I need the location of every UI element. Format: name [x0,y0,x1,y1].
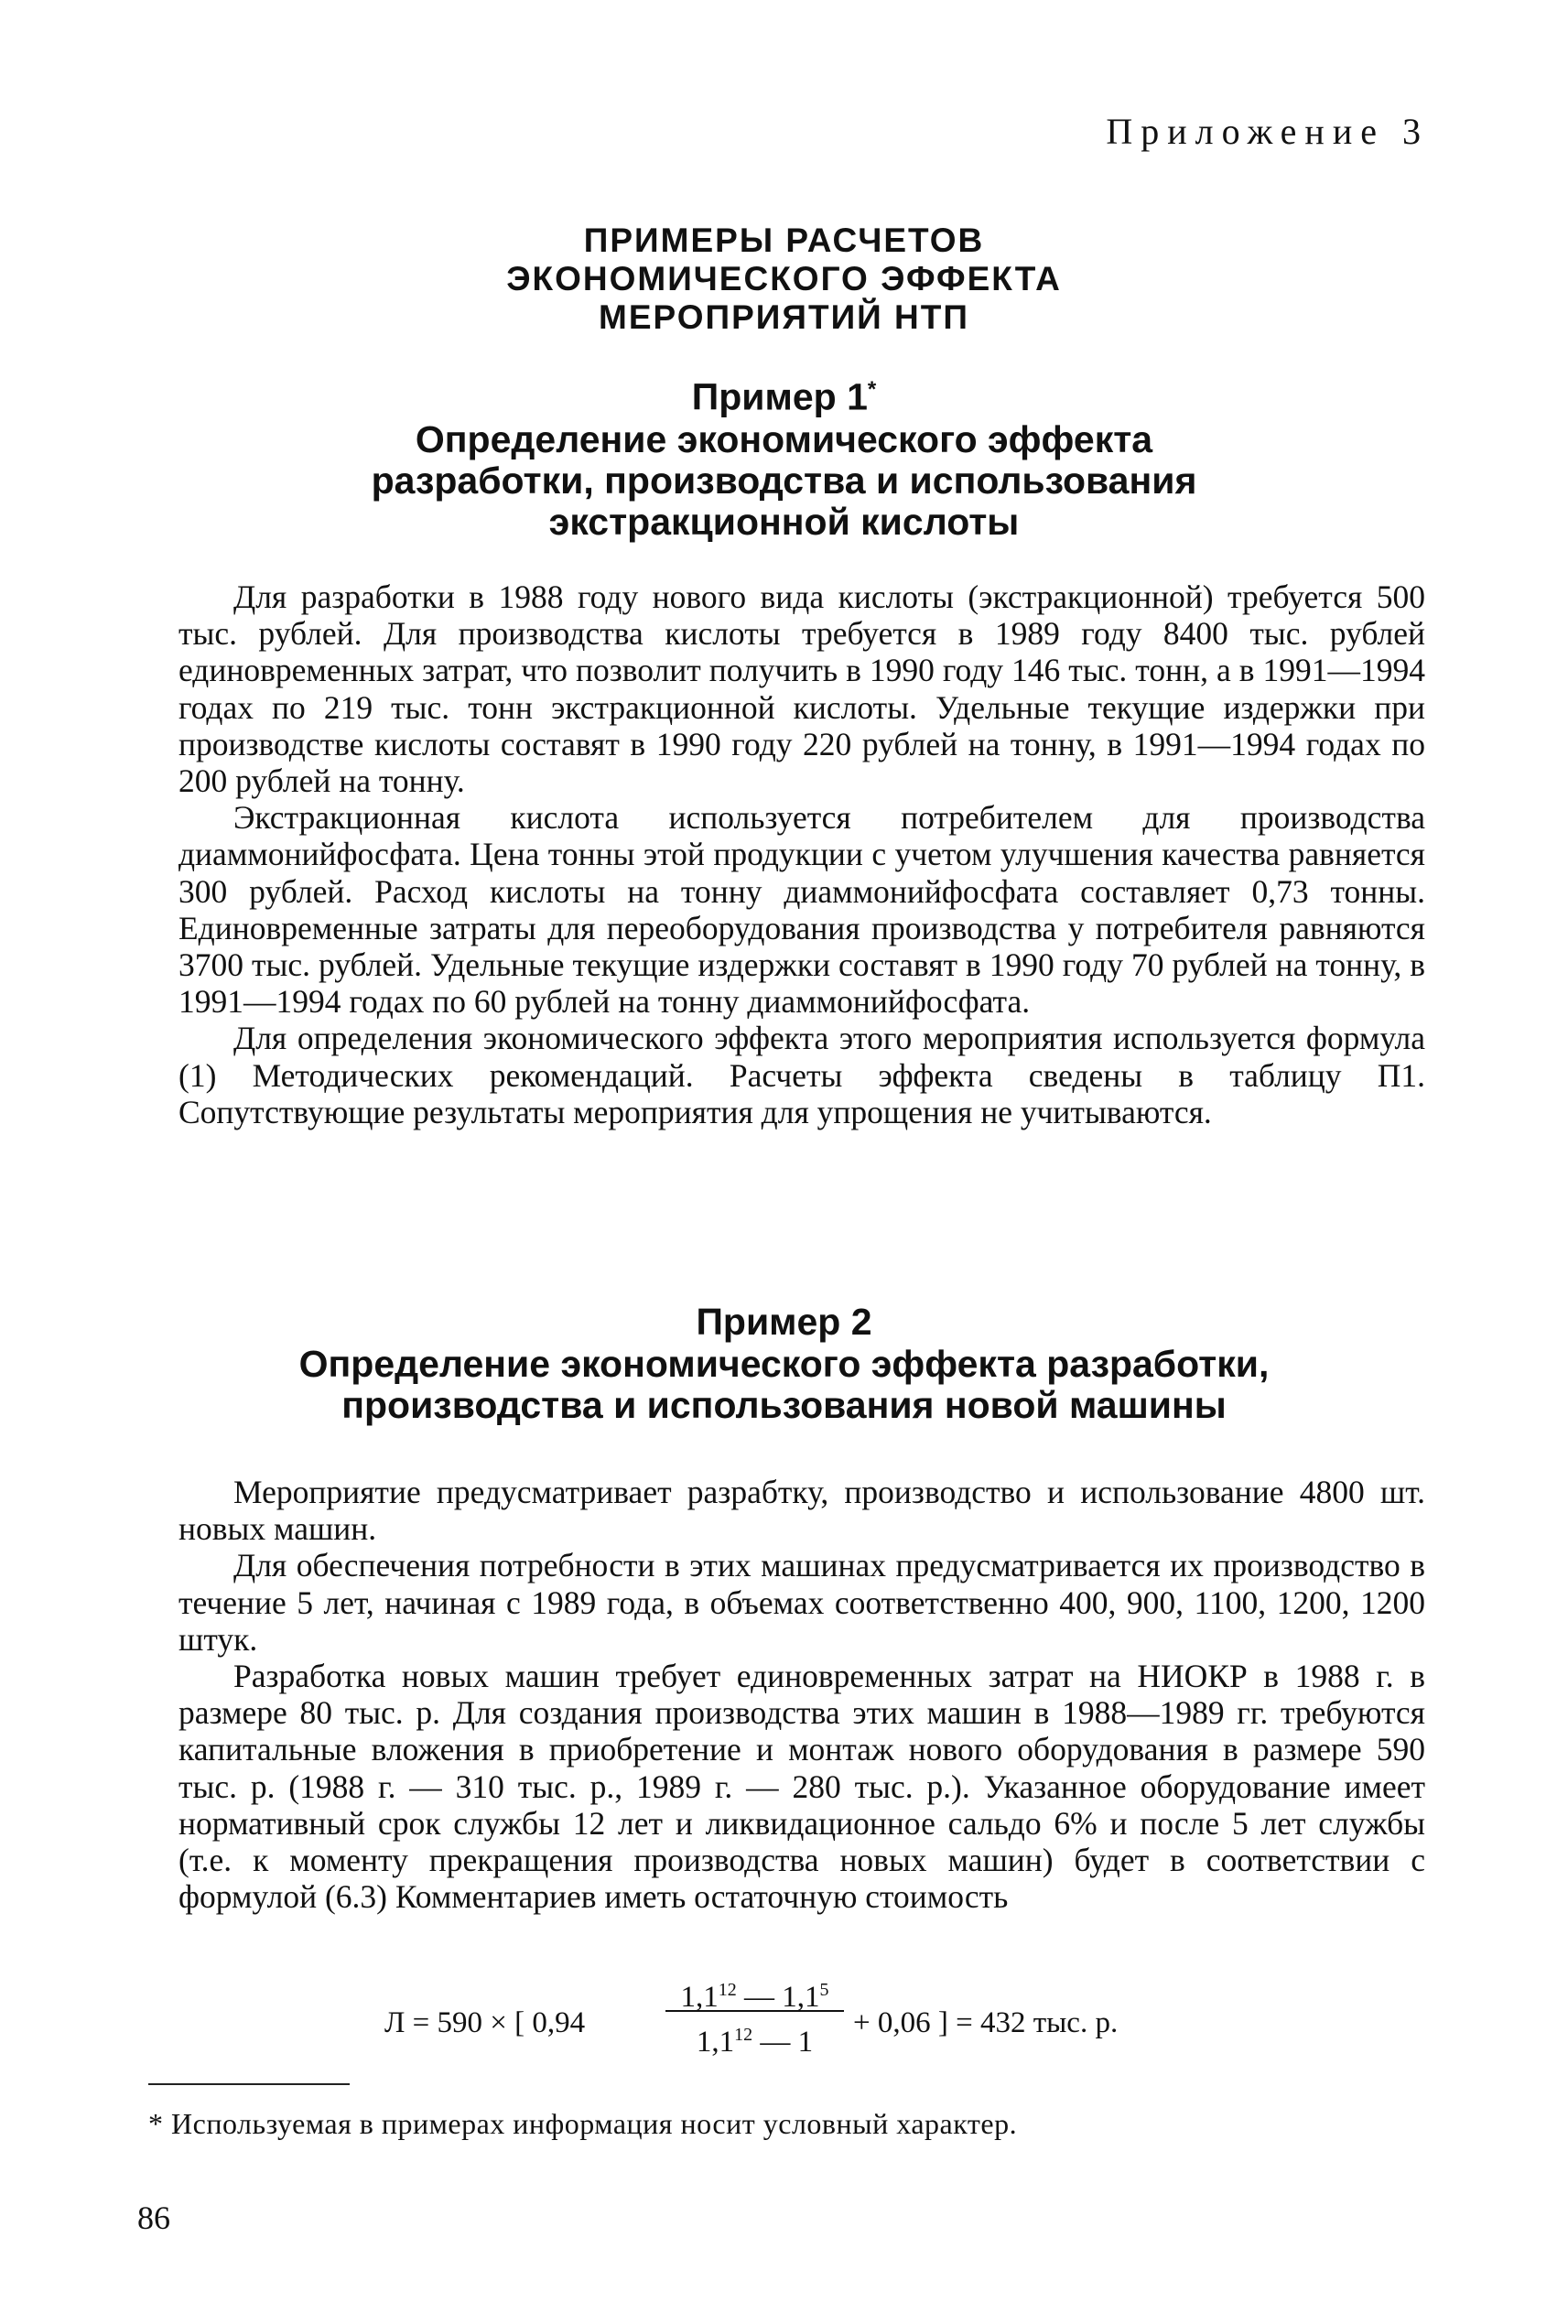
residual-value-formula [384,1968,1208,2069]
example-2-paragraph: Мероприятие предусматривает разрабтку, производство и использование 4800 шт. новых машин. [178,1474,1425,1548]
formula-numerator [665,1968,844,2014]
example-2-paragraph: Для обеспечения потребности в этих машинах предусматривается их производство в течение 5 лет, начиная с 1989 года, в объемах соответственно 400, 900, 1100, 1200, 1200 штук. [178,1547,1425,1658]
formula-lhs: Л = 590 × [ 0,94 [384,2006,586,2039]
main-title-line-1: ПРИМЕРЫ РАСЧЕТОВ [583,222,985,259]
example-2-number: Пример 2 [696,1301,872,1343]
example-2-title-line-1: Определение экономического эффекта разработки, [298,1343,1270,1385]
formula-num-exp-1: 12 [718,1980,737,2000]
example-1-number [0,368,1568,419]
example-1-number-text: Пример 1 [691,375,868,418]
footnote: * Используемая в примерах информация носит условный характер. [148,2107,1018,2140]
example-2-paragraph: Разработка новых машин требует единовременных затрат на НИОКР в 1988 г. в размере 80 тыс. р. Для создания производства этих машин в 1988—1989 гг. требуются капитальные вложения в приобретение и монтаж нового оборудования в размере 590 тыс. р. (1988 г. — 310 тыс. р., 1989 г. — 280 тыс. р.). Указанное оборудование имеет нормативный срок службы 12 лет и ликвидационное сальдо 6% и после 5 лет службы (т.е. к моменту прекращения производства новых машин) будет в соответствии с формулой (6.3) Комментариев иметь остаточную стоимость [178,1658,1425,1916]
appendix-label: Приложение 3 [1106,111,1429,152]
example-1-paragraph: Для разработки в 1988 году нового вида кислоты (экстракционной) требуется 500 тыс. рублей. Для производства кислоты требуется в 1989 году 8400 тыс. рублей единовременных затрат, что позволит получить в 1990 году 146 тыс. тонн, а в 1991—1994 годах по 219 тыс. тонн экстракционной кислоты. Удельные текущие издержки при производстве кислоты составят в 1990 году 220 рублей на тонну, в 1991—1994 годах по 200 рублей на тонну. [178,578,1425,800]
footnote-divider [148,2083,350,2085]
formula-num-base: 1,1 [680,1981,719,2014]
example-1-title-line-3: экстракционной кислоты [548,500,1020,543]
formula-fraction [665,1968,844,2063]
example-1-paragraph: Экстракционная кислота используется потребителем для производства диаммонийфосфата. Цена тонны этой продукции с учетом улучшения качества равняется 300 рублей. Расход кислоты на тонну диаммонийфосфата составляет 0,73 тонны. Единовременные затраты для переоборудования производства у потребителя равняются 3700 тыс. рублей. Удельные текущие издержки составят в 1990 году 70 рублей на тонну, в 1991—1994 годах по 60 рублей на тонну диаммонийфосфата. [178,799,1425,1021]
main-title-line-2: ЭКОНОМИЧЕСКОГО ЭФФЕКТА [506,260,1062,297]
example-1-title-line-2: разработки, производства и использования [371,459,1197,502]
page-number: 86 [137,2200,170,2236]
example-1-footnote-mark: * [867,377,877,402]
formula-rhs: + 0,06 ] = 432 тыс. р. [853,2006,1119,2039]
example-1-heading [0,368,1568,543]
formula-den-base: 1,1 [696,2026,735,2059]
example-2-body [178,1474,1425,1915]
formula-den-exp: 12 [734,2025,753,2045]
example-2-heading [0,1300,1568,1426]
example-1-body [178,578,1425,1130]
main-title [0,222,1568,337]
formula-num-exp-2: 5 [819,1980,829,2000]
formula-den-tail: — 1 [752,2026,814,2059]
example-2-title-line-2: производства и использования новой машины [341,1384,1227,1426]
example-1-title-line-1: Определение экономического эффекта [415,417,1153,460]
formula-num-minus: — 1,1 [736,1981,820,2014]
main-title-line-3: МЕРОПРИЯТИЙ НТП [599,298,969,336]
formula-denominator [665,2014,844,2063]
example-1-paragraph: Для определения экономического эффекта этого мероприятия используется формула (1) Методических рекомендаций. Расчеты эффекта сведены в таблицу П1. Сопутствующие результаты мероприятия для упрощения не учитываются. [178,1020,1425,1130]
